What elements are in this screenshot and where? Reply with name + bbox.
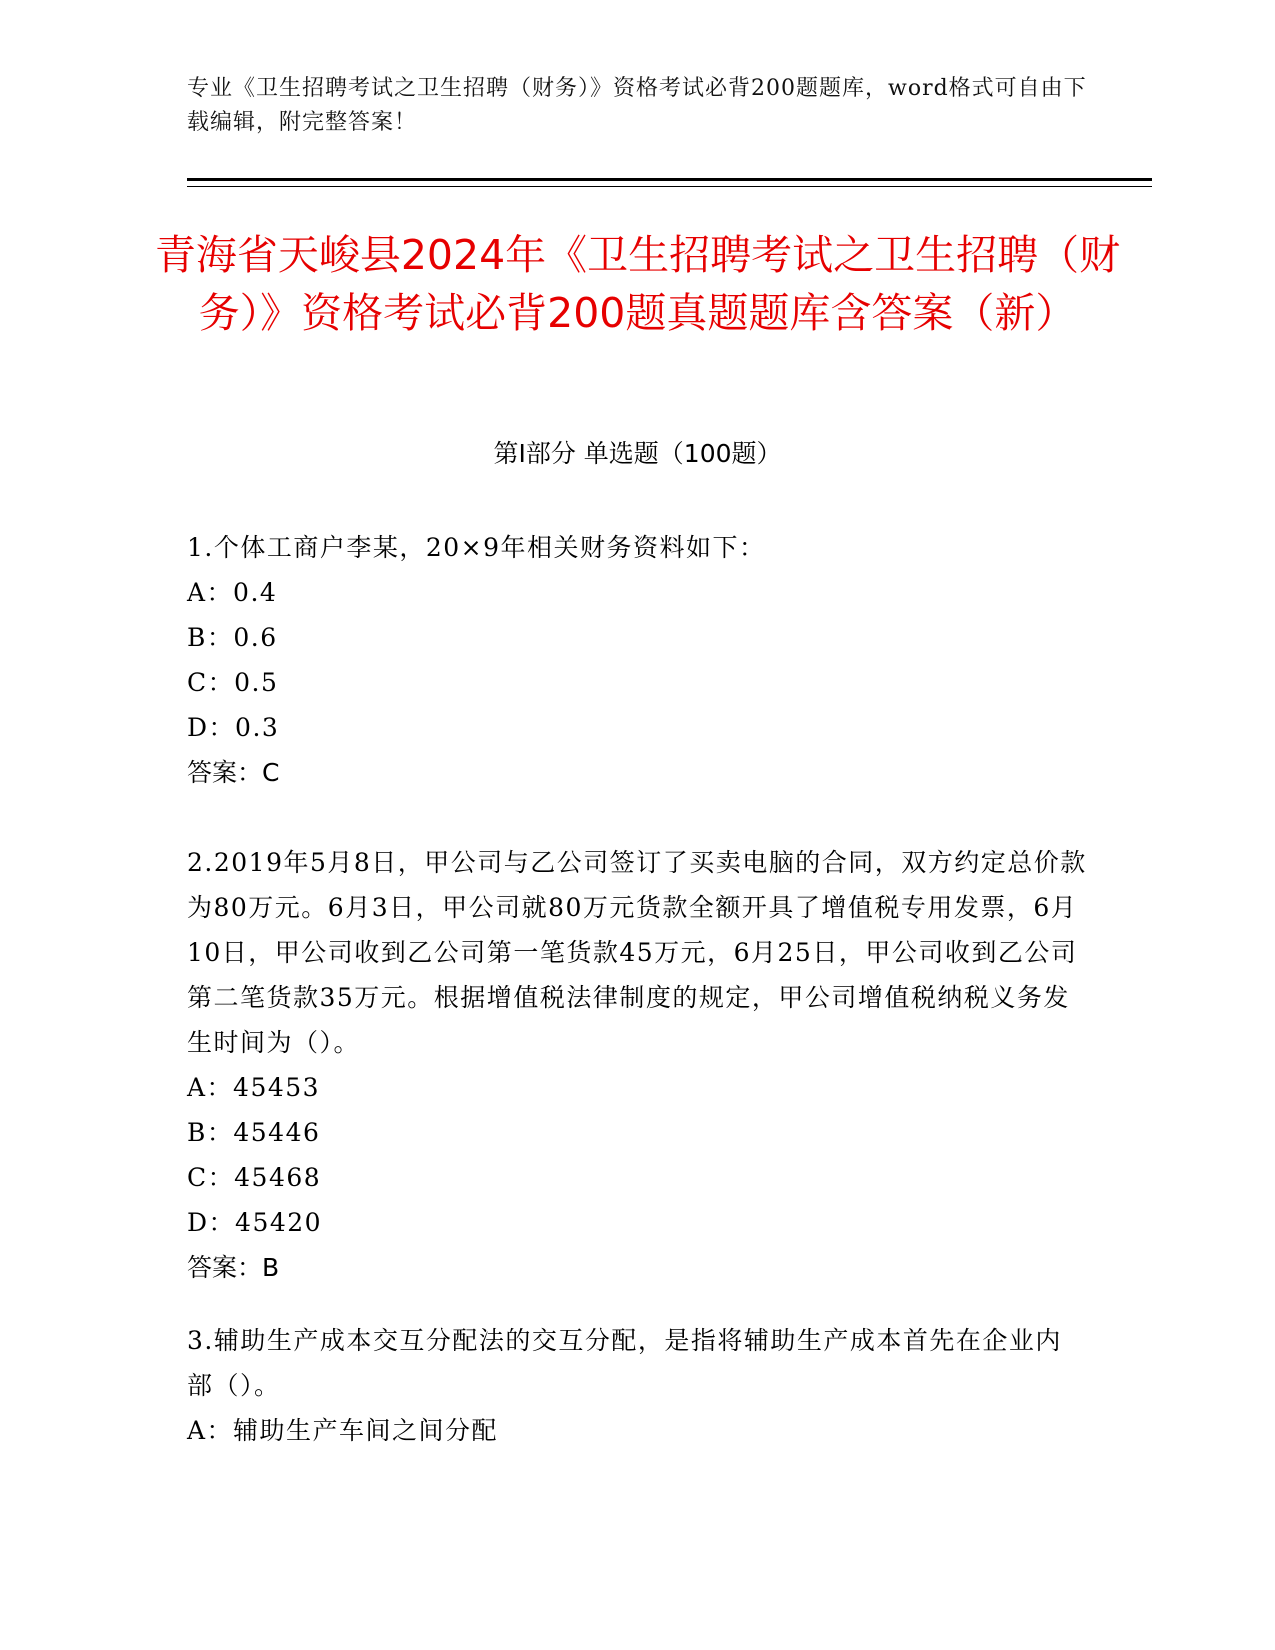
option-a: A：0.4 [187,578,278,607]
header-note: 专业《卫生招聘考试之卫生招聘（财务）》资格考试必背200题题库，word格式可自由下载编辑，附完整答案！ [187,76,1087,135]
question-stem: 2.2019年5月8日，甲公司与乙公司签订了买卖电脑的合同，双方约定总价款为80万元。6月3日，甲公司就80万元货款全额开具了增值税专用发票，6月10日，甲公司收到乙公司第一笔货款45万元，6月25日，甲公司收到乙公司第二笔货款35万元。根据增值税法律制度的规定，甲公司增值税纳税义务发生时间为（）。 [187,848,1087,1057]
option-c: C：45468 [187,1163,322,1192]
question-3 [187,1318,1087,1453]
option-b: B：45446 [187,1118,321,1147]
question-stem: 3.辅助生产成本交互分配法的交互分配，是指将辅助生产成本首先在企业内部（）。 [187,1326,1062,1400]
option-d: D：0.3 [187,713,280,742]
option-b: B：0.6 [187,623,278,652]
option-a: A：辅助生产车间之间分配 [187,1416,499,1445]
header-divider-thick [187,178,1152,181]
option-a: A：45453 [187,1073,321,1102]
document-title: 青海省天峻县2024年《卫生招聘考试之卫生招聘（财务）》资格考试必背200题真题题库含答案（新） [154,231,1121,337]
question-2 [187,840,1087,1290]
question-1 [187,525,1087,795]
answer: 答案：C [187,758,280,787]
question-stem: 1.个体工商户李某，20×9年相关财务资料如下： [187,533,766,562]
answer: 答案：B [187,1253,280,1282]
section-heading: 第Ⅰ部分 单选题（100题） [493,439,782,468]
header-divider-thin [187,186,1152,187]
option-c: C：0.5 [187,668,279,697]
option-d: D：45420 [187,1208,323,1237]
